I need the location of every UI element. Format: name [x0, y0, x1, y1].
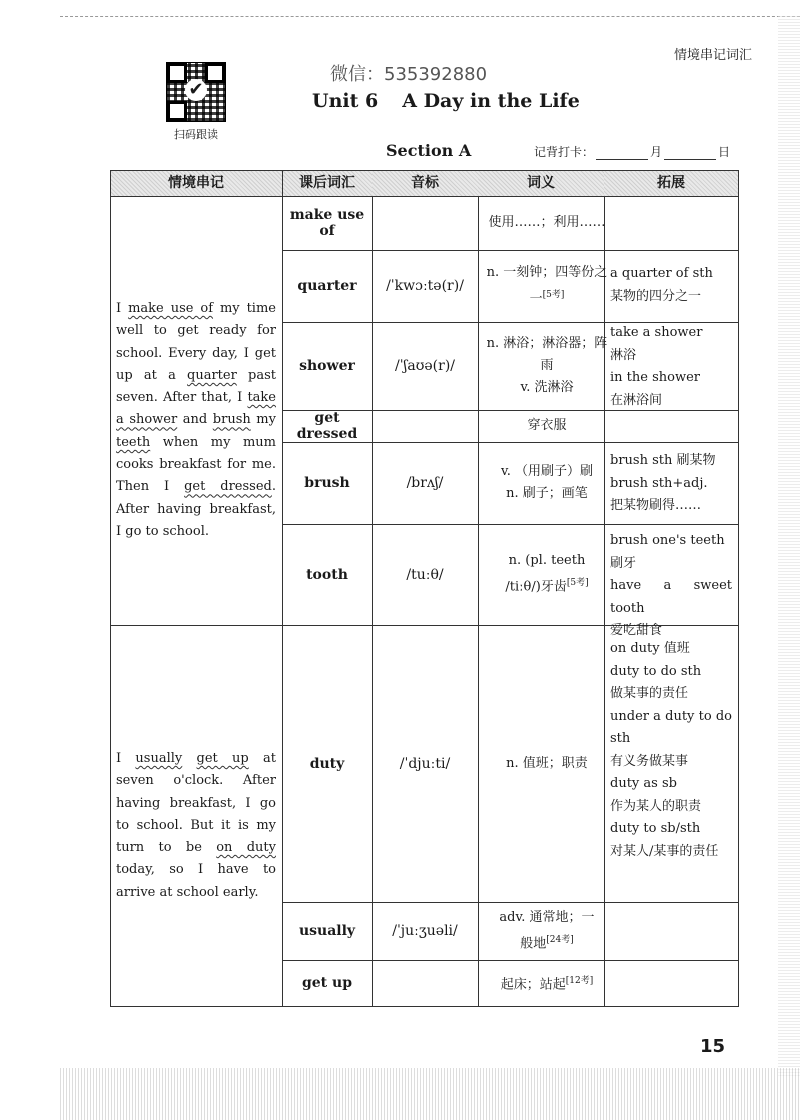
keyword-make-use-of: make use of	[128, 301, 214, 316]
table-row-word: duty	[309, 755, 345, 772]
table-row-extension: brush one's teeth 刷牙 have a sweet tooth 爱吃甜食	[610, 533, 732, 638]
table-row-phonetic: /ˈdjuːti/	[399, 755, 451, 772]
checkin-line: 记背打卡： 月 日	[534, 145, 731, 159]
section-title: Section A	[386, 141, 472, 160]
keyword-brush: brush	[212, 412, 251, 428]
table-row-meaning: n. (pl. teeth /tiːθ/)牙齿[5考]	[505, 553, 589, 595]
col-header-meaning: 词义	[478, 170, 604, 197]
table-row-meaning: 起床；站起[12考]	[500, 975, 594, 993]
table-row-word: usually	[298, 923, 356, 939]
keyword-on-duty: on duty	[216, 840, 276, 856]
qr-caption: 扫码跟读	[174, 128, 218, 141]
keyword-get-dressed: get dressed	[184, 479, 272, 495]
col-header-phonetic: 音标	[372, 170, 478, 197]
keyword-usually: usually	[135, 751, 183, 766]
table-row-word: get up	[301, 975, 352, 991]
table-row-phonetic: /ˈkwɔːtə(r)/	[386, 278, 464, 294]
context-passage-2: I usually get up at seven o'clock. After having breakfast, I go to school. But it is my turn to be on duty today, so I have to arrive at school early.	[116, 751, 276, 900]
keyword-get-up: get up	[196, 751, 249, 766]
table-row-phonetic: /ˈjuːʒuəli/	[392, 923, 458, 939]
table-row-meaning: n. 一刻钟；四等份之一[5考]	[486, 264, 608, 307]
col-header-extension: 拓展	[604, 170, 738, 197]
table-row-word: quarter	[297, 278, 357, 294]
section-tag: 情境串记词汇	[673, 48, 752, 63]
table-row-extension: brush sth 刷某物 brush sth+adj. 把某物刷得……	[610, 453, 716, 513]
checkmark-icon: ✔	[185, 79, 207, 101]
table-row-phonetic: /tuːθ/	[406, 566, 444, 583]
bottom-scan-band	[60, 1068, 800, 1120]
page-number: 15	[700, 1036, 726, 1057]
table-row-meaning: 穿衣服	[527, 418, 567, 433]
table-row-word: make use of	[289, 207, 365, 239]
table-row-phonetic: /ˈʃaʊə(r)/	[394, 358, 455, 374]
keyword-quarter: quarter	[187, 367, 237, 383]
table-row-meaning: v. （用刷子）刷 n. 刷子；画笔	[500, 464, 594, 501]
table-row-meaning: n. 值班；职责	[506, 755, 588, 771]
qr-code-icon[interactable]	[166, 62, 226, 122]
table-row-extension: on duty 值班 duty to do sth 做某事的责任 under a duty to do sth 有义务做某事 duty as sb 作为某人的职责 duty to sb/sth 对某人/某事的责任	[610, 641, 732, 859]
table-row-word: tooth	[306, 566, 348, 583]
vocab-table	[110, 170, 738, 1006]
table-row-word: brush	[304, 475, 350, 491]
table-row-extension: take a shower 淋浴 in the shower 在淋浴间	[610, 325, 703, 408]
table-row-word: get dressed	[296, 410, 358, 442]
keyword-take-a-shower: take a shower	[116, 390, 276, 428]
table-row-word: shower	[299, 358, 355, 374]
wechat-id: 微信：535392880	[330, 64, 488, 85]
unit-label: Unit 6	[312, 90, 379, 112]
page-title	[312, 90, 580, 112]
page-edge-texture	[778, 16, 800, 1076]
table-row-meaning: n. 淋浴；淋浴器；阵雨 v. 洗淋浴	[486, 336, 608, 395]
context-passage-1: I make use of my time well to get ready for school. Every day, I get up at a quarter past seven. After that, I take a shower and brush my teeth when my mum cooks breakfast for me. Then I get dressed. After having breakfast, I go to school.	[116, 301, 276, 539]
day-blank[interactable]	[664, 147, 716, 160]
table-row-meaning: 使用……；利用……	[488, 215, 606, 230]
month-blank[interactable]	[596, 147, 648, 160]
table-row-meaning: adv. 通常地；一 般地[24考]	[499, 909, 595, 952]
unit-title: A Day in the Life	[402, 90, 580, 112]
col-header-word: 课后词汇	[282, 170, 372, 197]
keyword-teeth: teeth	[116, 434, 151, 450]
col-header-context: 情境串记	[110, 170, 282, 197]
table-row-extension: a quarter of sth 某物的四分之一	[610, 266, 713, 304]
table-row-phonetic: /brʌʃ/	[406, 475, 444, 491]
top-border	[60, 16, 800, 17]
